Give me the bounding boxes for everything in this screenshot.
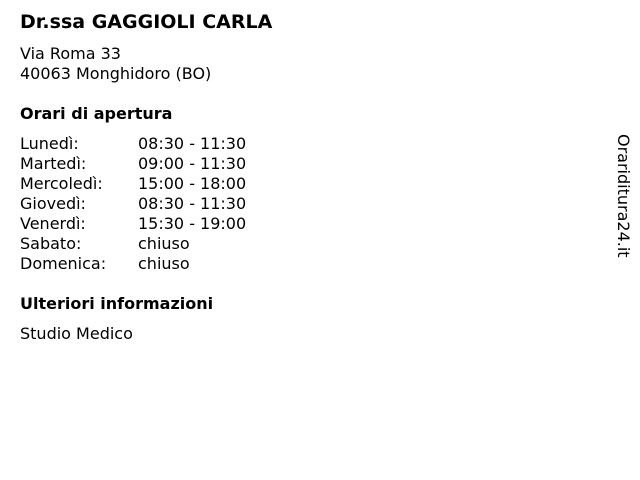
day-label: Martedì: bbox=[20, 154, 87, 173]
additional-info-heading: Ulteriori informazioni bbox=[20, 294, 214, 313]
address-street: Via Roma 33 bbox=[20, 44, 121, 63]
day-label: Domenica: bbox=[20, 254, 107, 273]
day-label: Mercoledì: bbox=[20, 174, 103, 193]
hours-value: 09:00 - 11:30 bbox=[138, 154, 247, 173]
business-name: Dr.ssa GAGGIOLI CARLA bbox=[20, 11, 273, 33]
business-category: Studio Medico bbox=[20, 324, 133, 343]
business-address bbox=[20, 44, 211, 84]
hours-value: 15:00 - 18:00 bbox=[138, 174, 247, 193]
hours-value: chiuso bbox=[138, 254, 190, 273]
hours-value: 08:30 - 11:30 bbox=[138, 194, 247, 213]
hours-value: 08:30 - 11:30 bbox=[138, 134, 247, 153]
day-label: Lunedì: bbox=[20, 134, 79, 153]
day-label: Giovedì: bbox=[20, 194, 86, 213]
hours-value: chiuso bbox=[138, 234, 190, 253]
site-watermark: Orariditura24.it bbox=[614, 134, 633, 258]
hours-value: 15:30 - 19:00 bbox=[138, 214, 247, 233]
opening-hours-heading: Orari di apertura bbox=[20, 104, 173, 123]
day-label: Venerdì: bbox=[20, 214, 86, 233]
address-city: 40063 Monghidoro (BO) bbox=[20, 64, 212, 83]
day-label: Sabato: bbox=[20, 234, 82, 253]
